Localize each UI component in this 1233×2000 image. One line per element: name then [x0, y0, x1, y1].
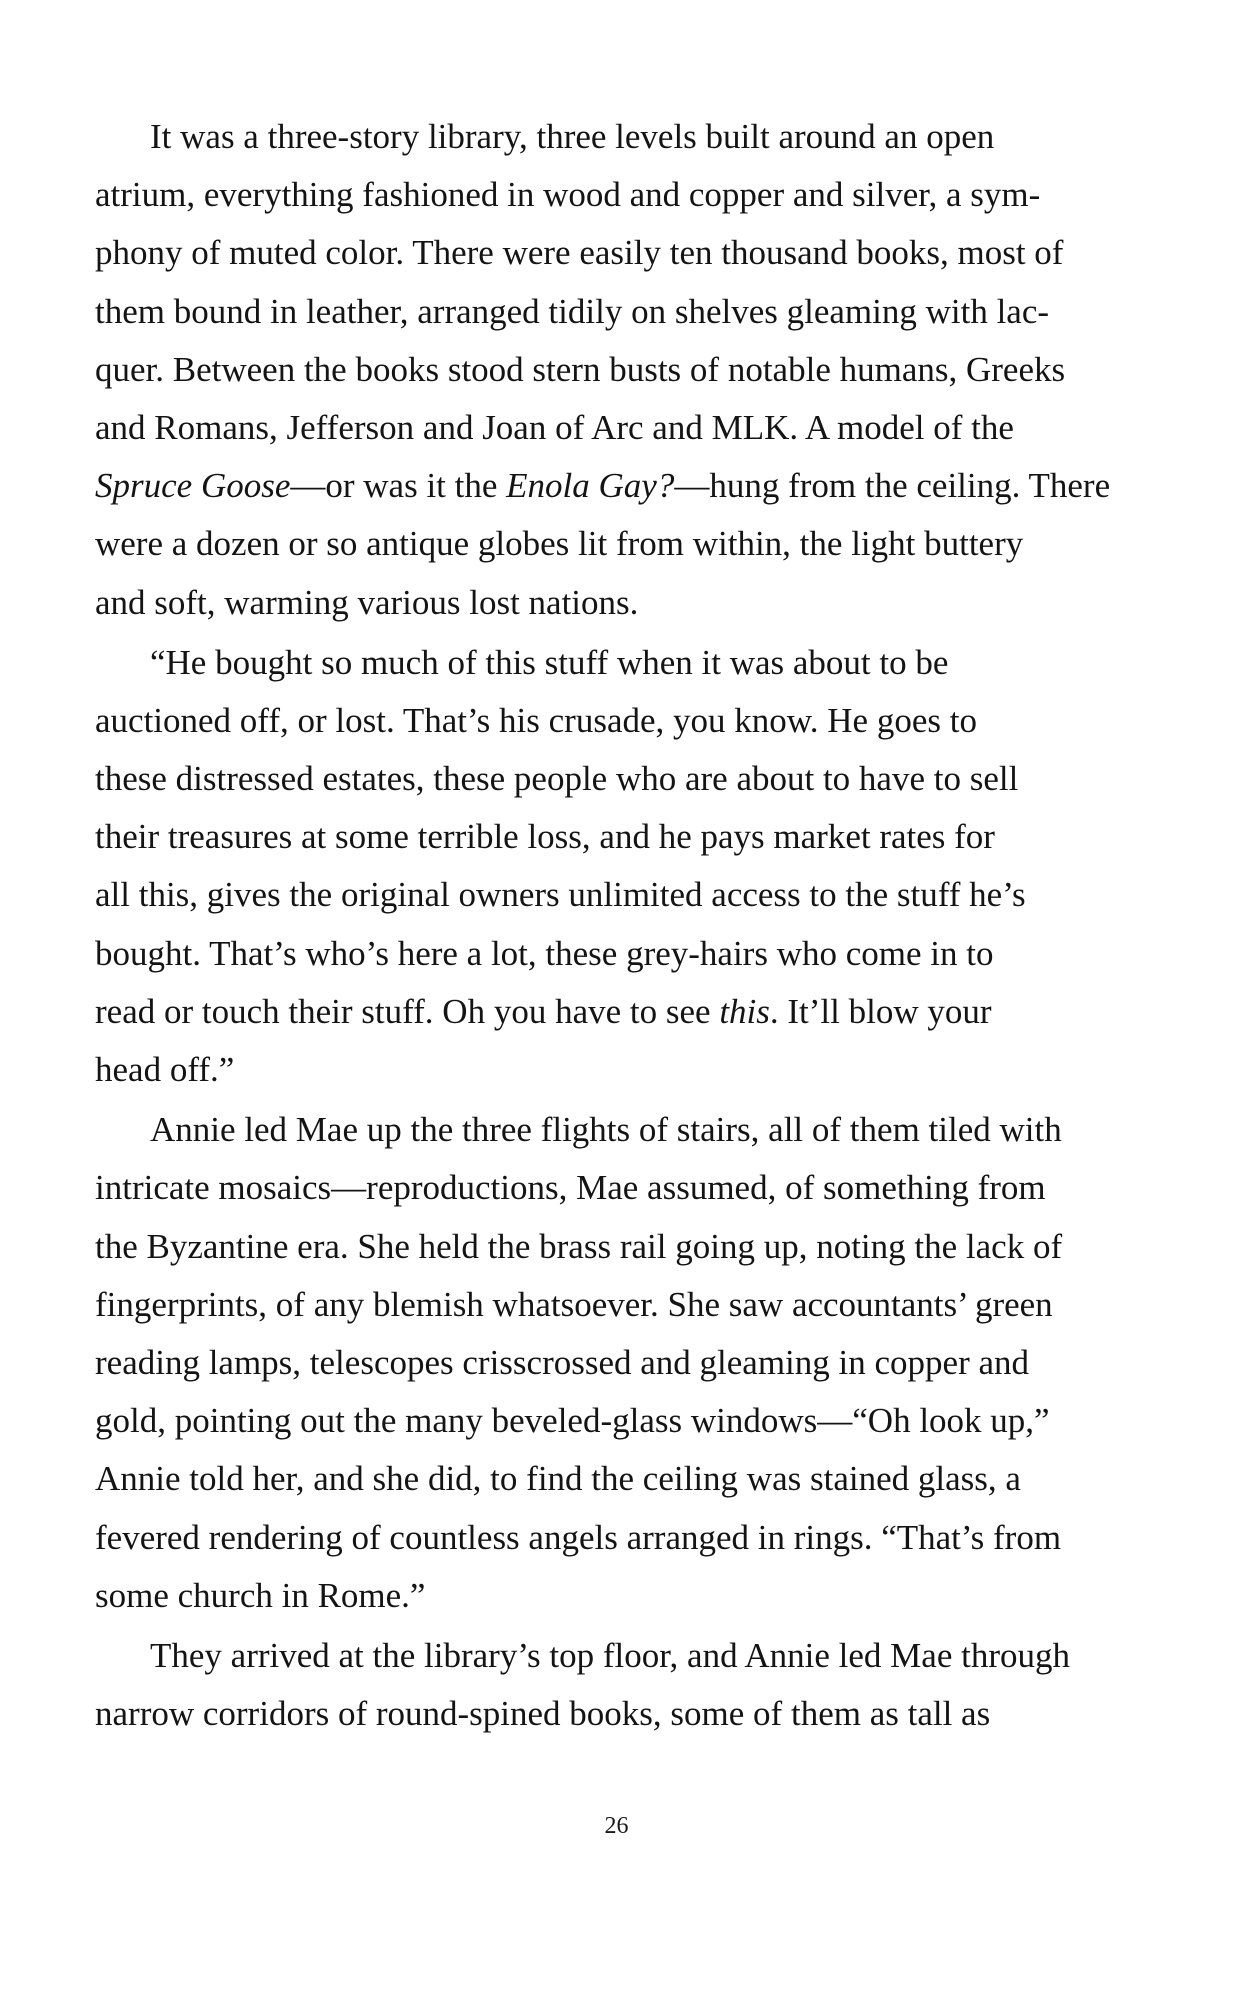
text-line — [95, 399, 1180, 457]
text-segment: and soft, warming various lost nations. — [95, 582, 639, 622]
text-segment: phony of muted color. There were easily ten thousand books, most of — [95, 233, 1064, 273]
text-segment: Annie led Mae up the three flights of stairs, all of them tiled with — [150, 1110, 1062, 1150]
text-segment: and Romans, Jefferson and Joan of Arc and MLK. A model of the — [95, 407, 1014, 447]
text-line — [95, 1218, 1180, 1276]
italic-text: this — [719, 991, 770, 1031]
text-line — [95, 1509, 1180, 1567]
text-line — [95, 574, 1180, 632]
text-line — [95, 224, 1180, 282]
text-segment: reading lamps, telescopes crisscrossed and gleaming in copper and — [95, 1342, 1030, 1382]
text-segment: “He bought so much of this stuff when it was about to be — [150, 642, 949, 682]
paragraph-first-line — [95, 1627, 1180, 1685]
text-line — [95, 283, 1180, 341]
text-line — [95, 1159, 1180, 1217]
text-segment: . It’ll blow your — [769, 991, 992, 1031]
text-segment: these distressed estates, these people who are about to have to sell — [95, 759, 1019, 799]
text-segment: Annie told her, and she did, to find the ceiling was stained glass, a — [95, 1459, 1021, 1499]
text-line — [95, 1392, 1180, 1450]
text-segment: They arrived at the library’s top floor, and Annie led Mae through — [150, 1635, 1070, 1675]
paragraph-first-line — [95, 108, 1180, 166]
text-segment: fingerprints, of any blemish whatsoever. She saw accountants’ green — [95, 1284, 1053, 1324]
text-line — [95, 166, 1180, 224]
text-line — [95, 515, 1180, 573]
text-segment: It was a three-story library, three levels built around an open — [150, 117, 995, 156]
paragraph-first-line — [95, 634, 1180, 692]
text-segment: bought. That’s who’s here a lot, these grey-hairs who come in to — [95, 933, 994, 973]
text-segment: narrow corridors of round-spined books, some of them as tall as — [95, 1694, 991, 1734]
text-line — [95, 983, 1180, 1041]
text-segment: all this, gives the original owners unlimited access to the stuff he’s — [95, 875, 1026, 915]
text-segment: some church in Rome.” — [95, 1575, 426, 1615]
page-number: 26 — [604, 1813, 629, 1839]
body-text — [95, 108, 1180, 1743]
text-segment: fevered rendering of countless angels arranged in rings. “That’s from — [95, 1517, 1062, 1557]
text-line — [95, 692, 1180, 750]
text-line — [95, 1685, 1180, 1743]
text-line — [95, 1567, 1180, 1625]
text-line — [95, 1334, 1180, 1392]
text-segment: head off.” — [95, 1050, 235, 1089]
text-line — [95, 1276, 1180, 1334]
text-segment: them bound in leather, arranged tidily on shelves gleaming with lac- — [95, 291, 1050, 331]
italic-text: Spruce Goose — [95, 466, 291, 506]
text-segment: atrium, everything fashioned in wood and copper and silver, a sym- — [95, 175, 1041, 215]
text-line — [95, 457, 1180, 515]
text-segment: the Byzantine era. She held the brass rail going up, noting the lack of — [95, 1226, 1063, 1266]
text-line — [95, 925, 1180, 983]
text-line — [95, 750, 1180, 808]
text-segment: auctioned off, or lost. That’s his crusade, you know. He goes to — [95, 700, 977, 740]
text-segment: —or was it the — [290, 466, 507, 506]
text-line — [95, 808, 1180, 866]
text-segment: —hung from the ceiling. There — [674, 466, 1111, 506]
text-segment: intricate mosaics—reproductions, Mae assumed, of something from — [95, 1168, 1046, 1208]
italic-text: Enola Gay? — [506, 466, 675, 506]
text-line — [95, 866, 1180, 924]
paragraph-first-line — [95, 1101, 1180, 1159]
text-segment: read or touch their stuff. Oh you have to see — [95, 991, 720, 1031]
text-segment: their treasures at some terrible loss, and he pays market rates for — [95, 817, 995, 857]
text-segment: were a dozen or so antique globes lit from within, the light buttery — [95, 524, 1024, 564]
text-line — [95, 1450, 1180, 1508]
text-segment: gold, pointing out the many beveled-glass windows—“Oh look up,” — [95, 1401, 1050, 1441]
text-line — [95, 1041, 1180, 1099]
text-line — [95, 341, 1180, 399]
text-segment: quer. Between the books stood stern busts of notable humans, Greeks — [95, 349, 1066, 389]
